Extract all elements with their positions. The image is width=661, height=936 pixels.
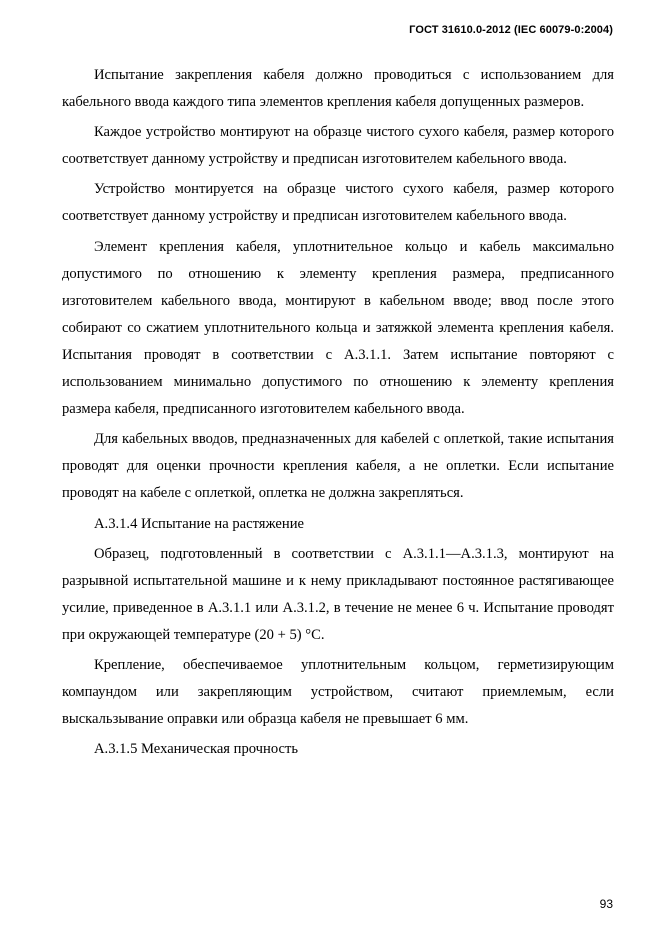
- paragraph-acceptance-criteria: Крепление, обеспечиваемое уплотнительным кольцом, герметизирующим компаундом или закрепляющим устройством, считают приемлемым, если выскальзывание оправки или образца кабеля не превышает 6 мм.: [62, 656, 614, 728]
- page-body: [62, 62, 614, 763]
- paragraph-device-mounting-repeat: Устройство монтируется на образце чистого сухого кабеля, размер которого соответствует данному устройству и предписан изготовителем кабельного ввода.: [62, 181, 614, 225]
- paragraph-device-mounting: Каждое устройство монтируют на образце чистого сухого кабеля, размер которого соответствует данному устройству и предписан изготовителем кабельного ввода.: [62, 124, 614, 168]
- section-heading-mechanical-strength: А.3.1.5 Механическая прочность: [94, 741, 299, 758]
- paragraph-tensile-procedure: Образец, подготовленный в соответствии с А.3.1.1—А.3.1.3, монтируют на разрывной испытательной машине и к нему прикладывают постоянное растягивающее усилие, приведенное в А.3.1.1 или А.3.1.2, в течение не менее 6 ч. Испытание проводят при окружающей температуре (20 + 5) °С.: [62, 545, 614, 643]
- document-header: ГОСТ 31610.0-2012 (IEC 60079-0:2004): [409, 24, 613, 36]
- paragraph-cable-fixing-test: Испытание закрепления кабеля должно проводиться с использованием для кабельного ввода каждого типа элементов крепления кабеля допущенных размеров.: [62, 67, 614, 111]
- section-heading-tensile-test: А.3.1.4 Испытание на растяжение: [94, 515, 304, 532]
- paragraph-braided-cables: Для кабельных вводов, предназначенных для кабелей с оплеткой, такие испытания проводят для оценки прочности крепления кабеля, а не оплетки. Если испытание проводят на кабеле с оплеткой, оплетка не должна закрепляться.: [62, 431, 614, 502]
- paragraph-max-size-test: Элемент крепления кабеля, уплотнительное кольцо и кабель максимально допустимого по отношению к элементу крепления размера, предписанного изготовителем кабельного ввода, монтируют в кабельном вводе; ввод после этого собирают со сжатием уплотнительного кольца и затяжкой элемента крепления кабеля. Испытания проводят в соответствии с А.3.1.1. Затем испытание повторяют с использованием минимально допустимого по отношению к элементу крепления размера кабеля, предписанного изготовителем кабельного ввода.: [62, 238, 614, 418]
- page-number: 93: [599, 897, 613, 911]
